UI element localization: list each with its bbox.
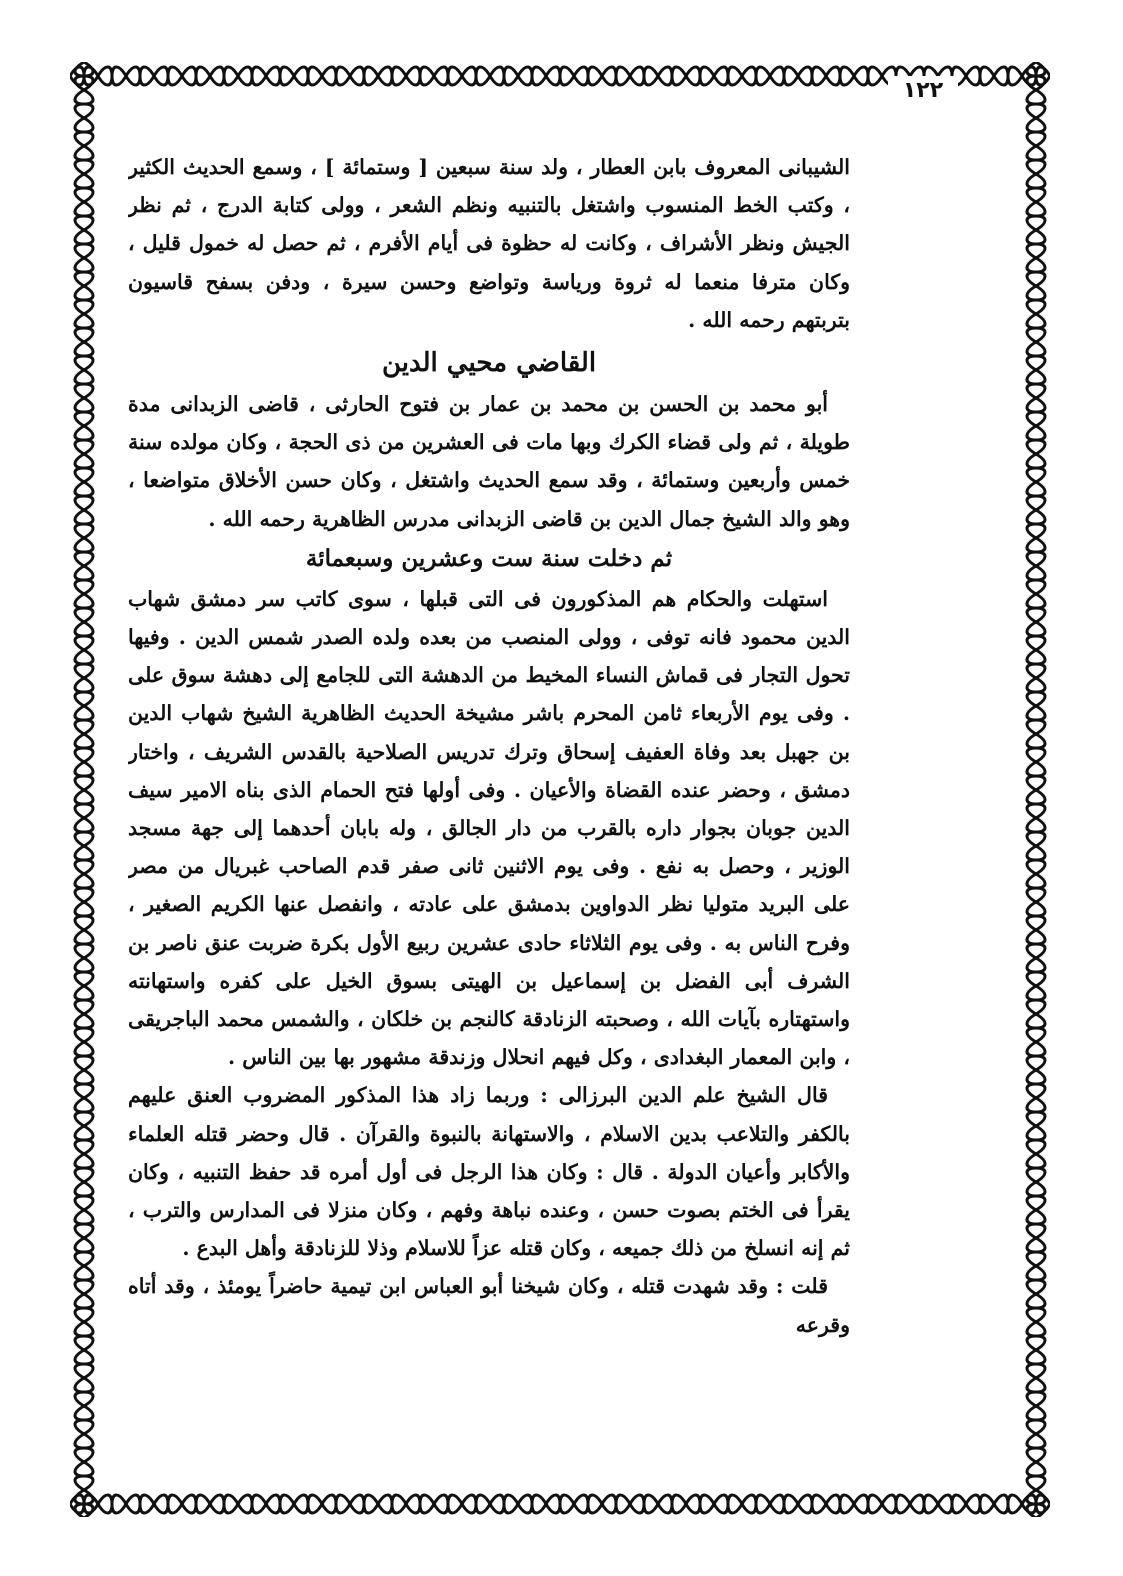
paragraph-1: الشيبانى المعروف بابن العطار ، ولد سنة سبعين [ وستمائة ] ، وسمع الحديث الكثير ، وكتب الخط المنسوب واشتغل بالتنبيه ونظم الشعر ، وولى كتابة الدرج ، ثم نظر الجيش ونظر الأشراف ، وكانت له حظوة فى أيام الأفرم ، ثم حصل له خمول قليل ، وكان مترفا منعما له ثروة ورياسة وتواضع وحسن سيرة ، ودفن بسفح قاسيون بتربتهم رحمه الله . bbox=[128, 155, 850, 332]
paragraph-3: استهلت والحكام هم المذكورون فى التى قبلها ، سوى كاتب سر دمشق شهاب الدين محمود فانه توفى ، وولى المنصب من بعده ولده الصدر شمس الدين . وفيها تحول التجار فى قماش النساء المخيط من الدهشة التى للجامع إلى دهشة سوق على . وفى يوم الأربعاء ثامن المحرم باشر مشيخة الحديث الظاهرية الشيخ شهاب الدين بن جهبل بعد وفاة العفيف إسحاق وترك تدريس الصلاحية بالقدس الشريف ، واختار دمشق ، وحضر عنده القضاة والأعيان . وفى أولها فتح الحمام الذى بناه الامير سيف الدين جوبان بجوار داره بالقرب من دار الجالق ، وله بابان أحدهما إلى جهة مسجد الوزير ، وحصل به نفع . وفى يوم الاثنين ثانى صفر قدم الصاحب غبريال من مصر على البريد متوليا نظر الدواوين بدمشق على عادته ، وانفصل عنها الكريم الصغير ، وفرح الناس به . وفى يوم الثلاثاء حادى عشرين ربيع الأول بكرة ضربت عنق ناصر بن الشرف أبى الفضل بن إسماعيل بن الهيتى بسوق الخيل على كفره واستهانته واستهتاره بآيات الله ، وصحبته الزنادقة كالنجم بن خلكان ، والشمس محمد الباجريقى ، وابن المعمار البغدادى ، وكل فيهم انحلال وزندقة مشهور بها بين الناس . bbox=[128, 586, 850, 1070]
page-number: ١٢٢ bbox=[888, 76, 958, 106]
paragraph-4: قال الشيخ علم الدين البرزالى : وربما زاد هذا المذكور المضروب العنق عليهم بالكفر والتلاعب بدين الاسلام ، والاستهانة بالنبوة والقرآن . قال وحضر قتله العلماء والأكابر وأعيان الدولة . قال : وكان هذا الرجل فى أول أمره قد حفظ التنبيه ، وكان يقرأ فى الختم بصوت حسن ، وعنده نباهة وفهم ، وكان منزلا فى المدارس والترب ، ثم إنه انسلخ من ذلك جميعه ، وكان قتله عزاً للاسلام وذلا للزنادقة وأهل البدع . bbox=[128, 1083, 850, 1261]
section-heading-judge: القاضي محيي الدين bbox=[381, 348, 597, 379]
page-content bbox=[128, 148, 850, 1474]
paragraph-5: قلت : وقد شهدت قتله ، وكان شيخنا أبو العباس ابن تيمية حاضراً يومئذ ، وقد أتاه وقرعه bbox=[128, 1274, 850, 1337]
paragraph-2: أبو محمد بن الحسن بن محمد بن عمار بن فتوح الحارثى ، قاضى الزبدانى مدة طويلة ، ثم ولى قضاء الكرك وبها مات فى العشرين من ذى الحجة ، وكان مولده سنة خمس وأربعين وستمائة ، وقد سمع الحديث واشتغل ، وكان حسن الأخلاق متواضعا ، وهو والد الشيخ جمال الدين بن قاضى الزبدانى مدرس الظاهرية رحمه الله . bbox=[128, 392, 850, 531]
section-heading-year: ثم دخلت سنة ست وعشرين وسبعمائة bbox=[305, 544, 673, 572]
